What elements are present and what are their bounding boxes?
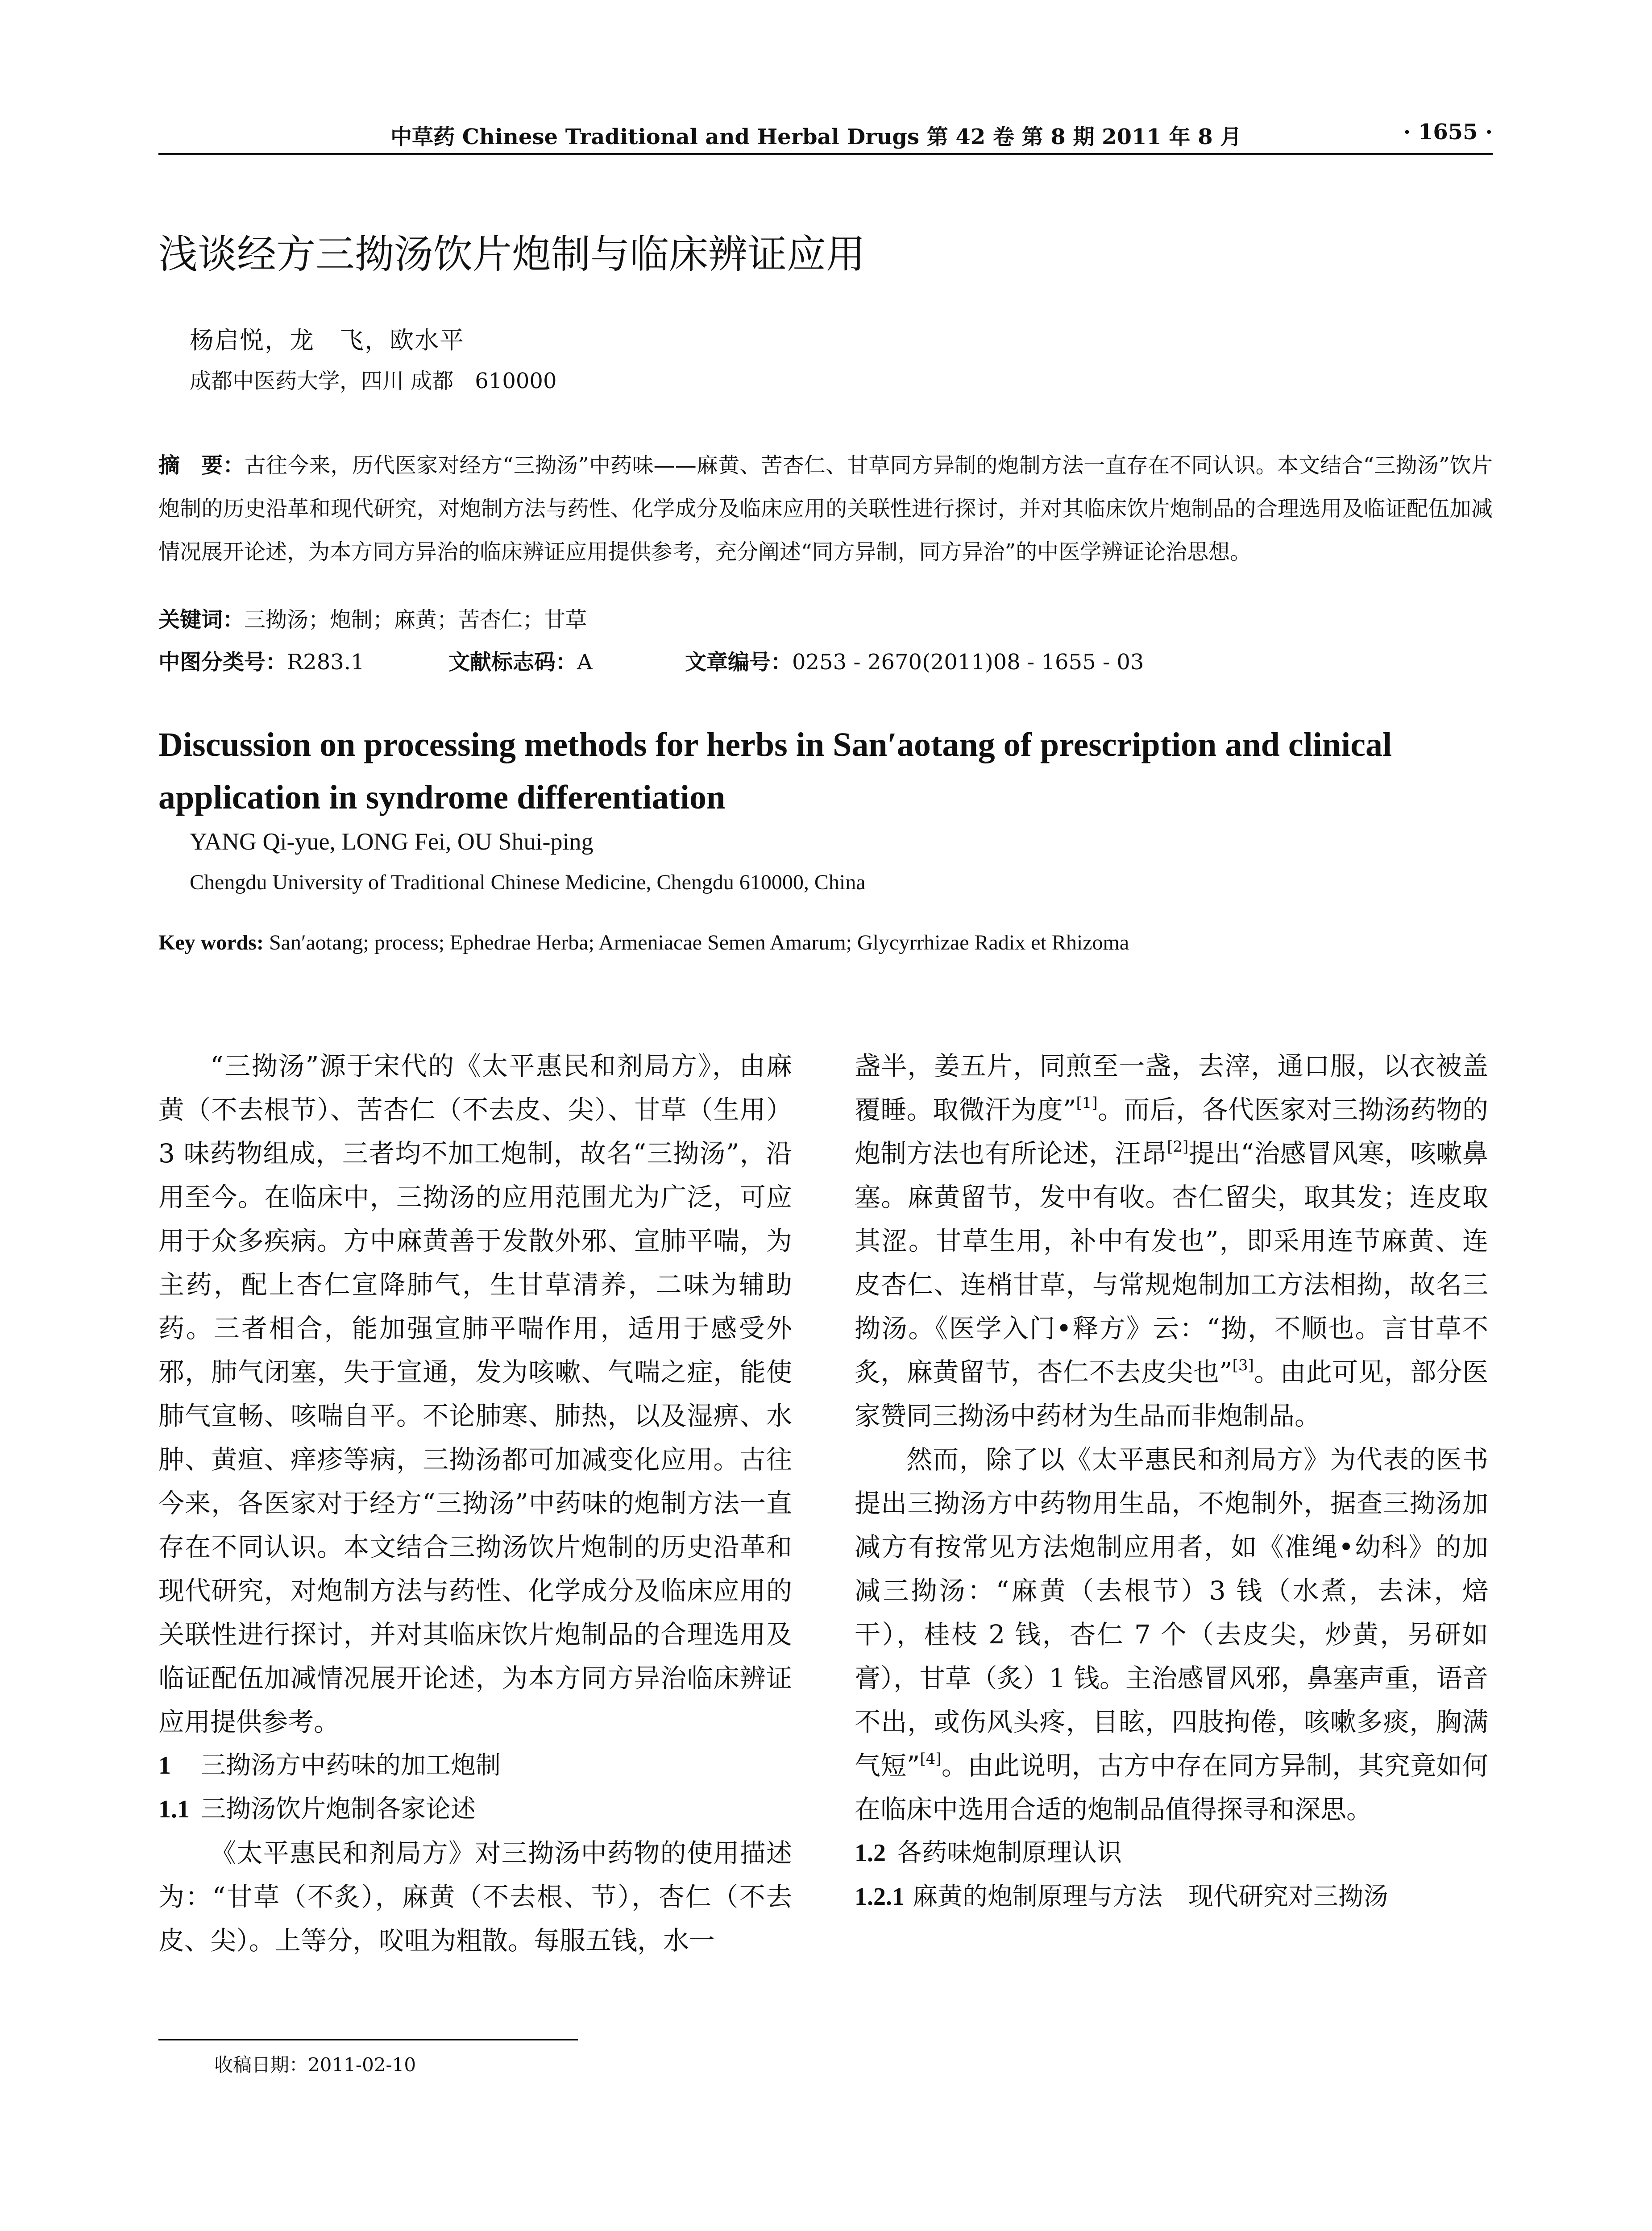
classification-line: [158, 645, 1493, 676]
article-title-en: Discussion on processing methods for herbs in San′aotang of prescription and clinical application in syndrome differentiation: [158, 726, 1392, 816]
clc-label: 中图分类号：: [158, 650, 287, 675]
abstract-label: 摘 要：: [158, 453, 245, 478]
subsection-heading-1-1: [158, 1787, 792, 1831]
keywords-en: [158, 930, 1493, 955]
abstract-cn: [158, 444, 1493, 574]
reference-citation: [2]: [1167, 1138, 1189, 1156]
header-rule: [158, 153, 1493, 155]
reference-citation: [3]: [1232, 1356, 1254, 1374]
article-id-value: 0253 - 2670(2011)08 - 1655 - 03: [792, 650, 1144, 675]
subsection-title: 麻黄的炮制原理与方法: [913, 1882, 1162, 1911]
doc-code-value: A: [577, 650, 593, 675]
keywords-en-label: Key words:: [158, 931, 264, 954]
article-id-label: 文章编号：: [685, 650, 793, 675]
reference-citation: [4]: [920, 1750, 942, 1768]
footnote-rule: [158, 2039, 578, 2040]
page-number: · 1655 ·: [1403, 120, 1493, 145]
journal-info: 中草药 Chinese Traditional and Herbal Drugs 第 42 卷 第 8 期 2011 年 8 月: [390, 124, 1242, 149]
body-paragraph: 然而，除了以《太平惠民和剂局方》为代表的医书提出三拗汤方中药物用生品，不炮制外，据查三拗汤加减方有按常见方法炮制应用者，如《准绳•幼科》的加减三拗汤：“麻黄（去根节）3 钱（水煮，去沫，焙干），桂枝 2 钱，杏仁 7 个（去皮尖，炒黄，另研如膏），甘草（炙）1 钱。主治感冒风邪，鼻塞声重，语音不出，或伤风头疼，目眩，四肢拘倦，咳嗽多痰，胸满气短”[4]。由此说明，古方中存在同方异制，其究竟如何在临床中选用合适的炮制品值得探寻和深思。: [855, 1444, 1488, 1825]
section-heading-1: [158, 1744, 792, 1787]
clc-item: [158, 645, 448, 676]
keywords-text: 三拗汤；炮制；麻黄；苦杏仁；甘草: [244, 607, 587, 632]
authors-cn: 杨启悦，龙 飞，欧水平: [190, 326, 465, 354]
authors-en: YANG Qi-yue, LONG Fei, OU Shui-ping: [190, 828, 594, 855]
article-id-item: [685, 645, 1144, 676]
subsection-heading-1-2: [855, 1831, 1488, 1875]
keywords-cn: [158, 602, 587, 633]
abstract-text: 古往今来，历代医家对经方“三拗汤”中药味——麻黄、苦杏仁、甘草同方异制的炮制方法一直存在不同认识。本文结合“三拗汤”饮片炮制的历史沿革和现代研究，对炮制方法与药性、化学成分及临床应用的关联性进行探讨，并对其临床饮片炮制品的合理选用及临证配伍加减情况展开论述，为本方同方异治的临床辨证应用提供参考，充分阐述“同方异制，同方异治”的中医学辨证论治思想。: [158, 453, 1493, 564]
subsection-run-in-text: 现代研究对三拗汤: [1188, 1882, 1388, 1911]
section-title: 三拗汤方中药味的加工炮制: [201, 1751, 501, 1780]
body-column-right: [855, 1044, 1488, 1919]
article-title-cn: 浅谈经方三拗汤饮片炮制与临床辨证应用: [158, 231, 866, 277]
affiliation-cn: 成都中医药大学，四川 成都 610000: [190, 369, 557, 394]
received-date: 收稿日期：2011-02-10: [214, 2054, 416, 2076]
reference-citation: [1]: [1076, 1094, 1098, 1112]
body-paragraph: 《太平惠民和剂局方》对三拗汤中药物的使用描述为：“甘草（不炙），麻黄（不去根、节），杏仁（不去皮、尖）。上等分，㕮咀为粗散。每服五钱，水一: [158, 1838, 792, 1956]
doc-code-item: [448, 645, 685, 676]
subsection-title: 各药味炮制原理认识: [897, 1838, 1122, 1867]
body-paragraph: “三拗汤”源于宋代的《太平惠民和剂局方》，由麻黄（不去根节）、苦杏仁（不去皮、尖）、甘草（生用）3 味药物组成，三者均不加工炮制，故名“三拗汤”，沿用至今。在临床中，三拗汤的应用范围尤为广泛，可应用于众多疾病。方中麻黄善于发散外邪、宣肺平喘，为主药，配上杏仁宣降肺气，生甘草清养，二味为辅助药。三者相合，能加强宣肺平喘作用，适用于感受外邪，肺气闭塞，失于宣通，发为咳嗽、气喘之症，能使肺气宣畅、咳喘自平。不论肺寒、肺热，以及湿痹、水肿、黄疸、痒疹等病，三拗汤都可加减变化应用。古往今来，各医家对于经方“三拗汤”中药味的炮制方法一直存在不同认识。本文结合三拗汤饮片炮制的历史沿革和现代研究，对炮制方法与药性、化学成分及临床应用的关联性进行探讨，并对其临床饮片炮制品的合理选用及临证配伍加减情况展开论述，为本方同方异治临床辨证应用提供参考。: [158, 1051, 792, 1737]
subsection-number: 1.2: [855, 1839, 886, 1867]
body-column-left: [158, 1044, 792, 1962]
keywords-en-text: San′aotang; process; Ephedrae Herba; Armeniacae Semen Amarum; Glycyrrhizae Radix et Rhizoma: [269, 931, 1129, 954]
subsection-title: 三拗汤饮片炮制各家论述: [201, 1795, 476, 1824]
subsection-number: 1.1: [158, 1796, 190, 1823]
subsection-heading-1-2-1: [855, 1875, 1488, 1919]
subsection-number: 1.2.1: [855, 1883, 905, 1911]
clc-value: R283.1: [287, 650, 365, 675]
section-number: 1: [158, 1752, 171, 1779]
doc-code-label: 文献标志码：: [448, 650, 577, 675]
running-header: [158, 120, 1493, 151]
body-paragraph-continued: 盏半，姜五片，同煎至一盏，去滓，通口服，以衣被盖覆睡。取微汗为度”[1]。而后，各代医家对三拗汤药物的炮制方法也有所论述，汪昂[2]提出“治感冒风寒，咳嗽鼻塞。麻黄留节，发中有收。杏仁留尖，取其发；连皮取其涩。甘草生用，补中有发也”，即采用连节麻黄、连皮杏仁、连梢甘草，与常规炮制加工方法相拗，故名三拗汤。《医学入门•释方》云：“拗，不顺也。言甘草不炙，麻黄留节，杏仁不去皮尖也”[3]。由此可见，部分医家赞同三拗汤中药材为生品而非炮制品。: [855, 1051, 1488, 1431]
keywords-label: 关键词：: [158, 607, 245, 632]
affiliation-en: Chengdu University of Traditional Chinese Medicine, Chengdu 610000, China: [190, 871, 866, 894]
